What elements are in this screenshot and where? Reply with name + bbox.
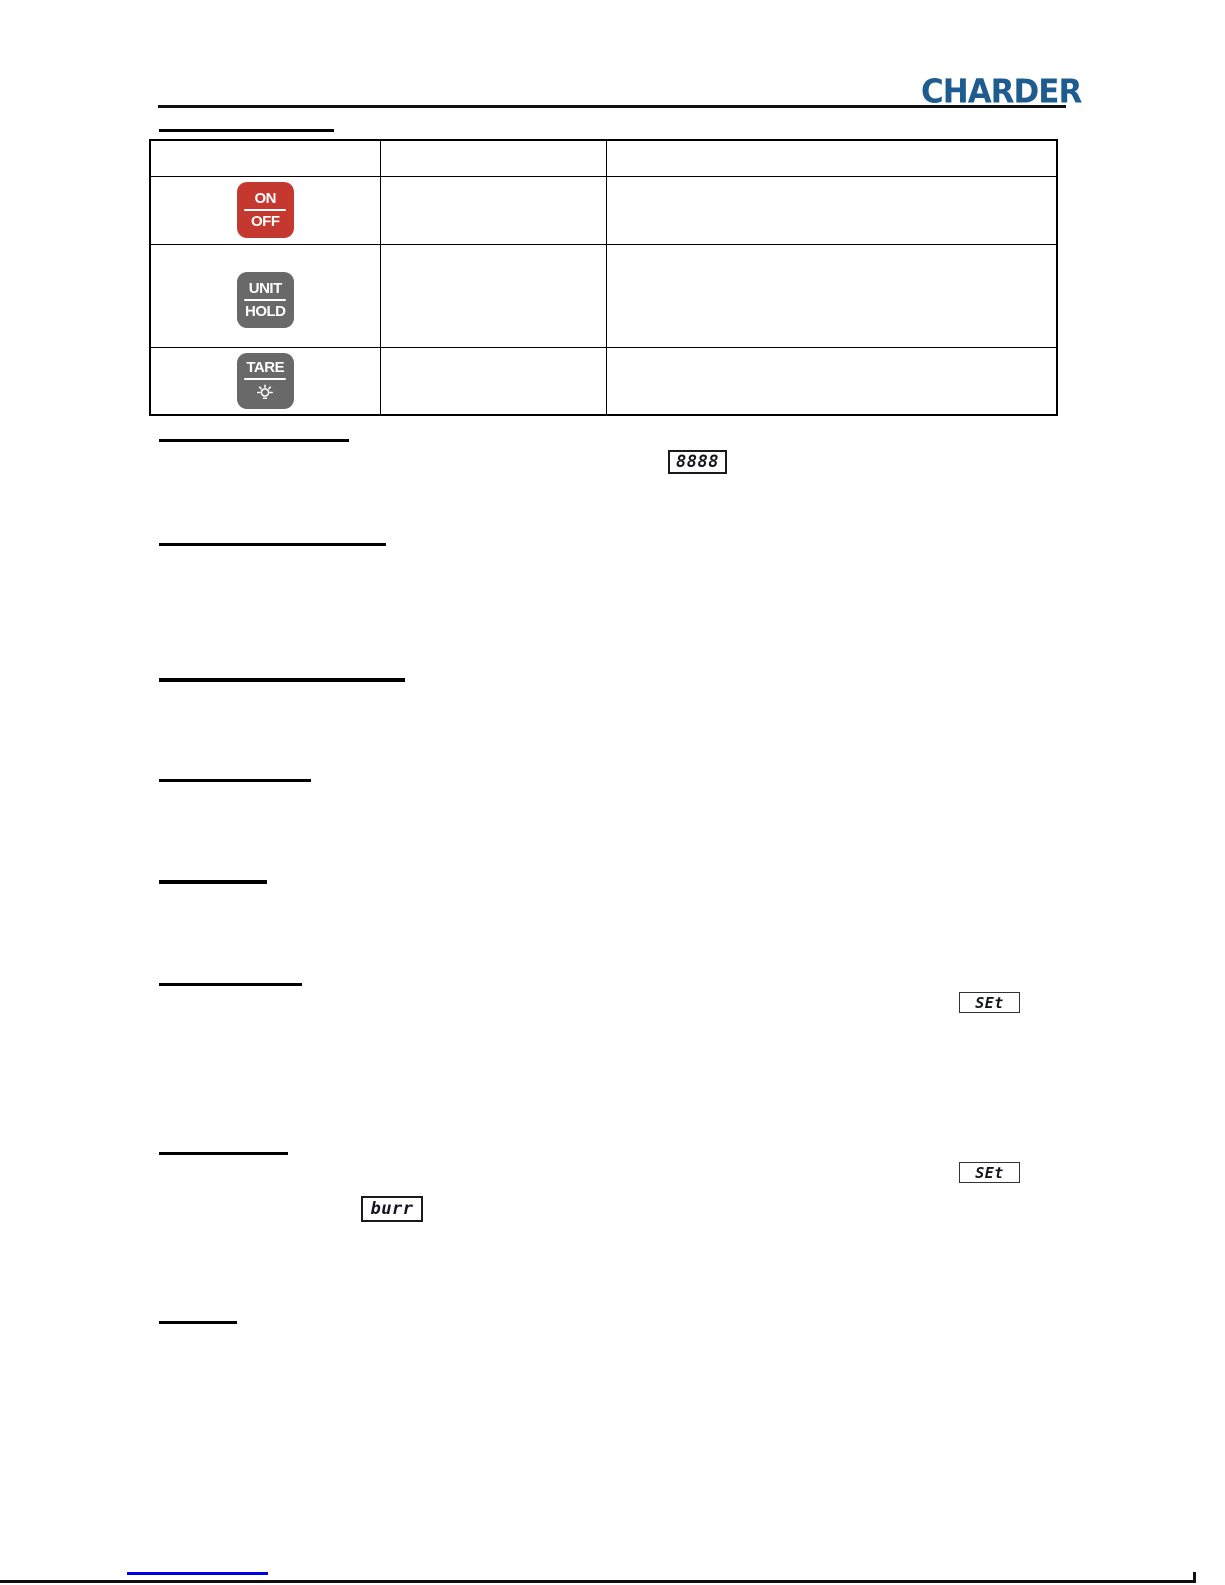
heading-underline-section-3 <box>159 678 405 682</box>
lcd-boot-display: 8888 <box>668 450 727 474</box>
tare-key <box>237 353 294 409</box>
on-off-key-label-bottom: OFF <box>251 213 280 230</box>
table-cell-function-tare <box>380 347 606 415</box>
table-cell-key-onoff <box>150 176 380 244</box>
table-cell-key-unithold <box>150 244 380 347</box>
tare-key-label-top: TARE <box>246 359 285 377</box>
table-header-cell-description <box>606 140 1057 176</box>
table-header-cell-function <box>380 140 606 176</box>
backlight-lamp-icon <box>255 382 275 402</box>
heading-underline-keypad <box>159 129 334 132</box>
bottom-frame-corner <box>1193 1572 1196 1580</box>
table-cell-key-tare <box>150 347 380 415</box>
table-cell-function-unithold <box>380 244 606 347</box>
lcd-set-display-2: SEt <box>959 1162 1020 1183</box>
lcd-set-display-1: SEt <box>959 992 1020 1013</box>
heading-underline-section-7 <box>159 1152 288 1155</box>
heading-underline-section-4 <box>159 779 311 782</box>
table-cell-description-unithold <box>606 244 1057 347</box>
table-header-cell-key <box>150 140 380 176</box>
heading-underline-section-5 <box>159 880 267 884</box>
bottom-frame-line <box>0 1580 1196 1583</box>
key-separator <box>244 209 286 211</box>
on-off-key <box>237 182 294 238</box>
table-cell-description-tare <box>606 347 1057 415</box>
keypad-function-table <box>149 139 1058 416</box>
heading-underline-section-8 <box>159 1321 237 1324</box>
heading-underline-section-6 <box>159 983 302 986</box>
table-cell-function-onoff <box>380 176 606 244</box>
unit-hold-key-label-bottom: HOLD <box>245 302 286 320</box>
table-cell-description-onoff <box>606 176 1057 244</box>
key-separator <box>244 378 286 380</box>
unit-hold-key-label-top: UNIT <box>248 279 282 297</box>
charder-logo: CHARDER <box>921 73 1082 111</box>
heading-underline-section-2 <box>159 543 386 546</box>
on-off-key-label-top: ON <box>254 190 276 207</box>
key-separator <box>244 299 286 301</box>
heading-underline-display-check <box>159 439 349 442</box>
unit-hold-key <box>237 272 294 328</box>
footer-link-underline[interactable] <box>127 1572 268 1575</box>
lcd-buzzer-display: burr <box>361 1196 423 1222</box>
